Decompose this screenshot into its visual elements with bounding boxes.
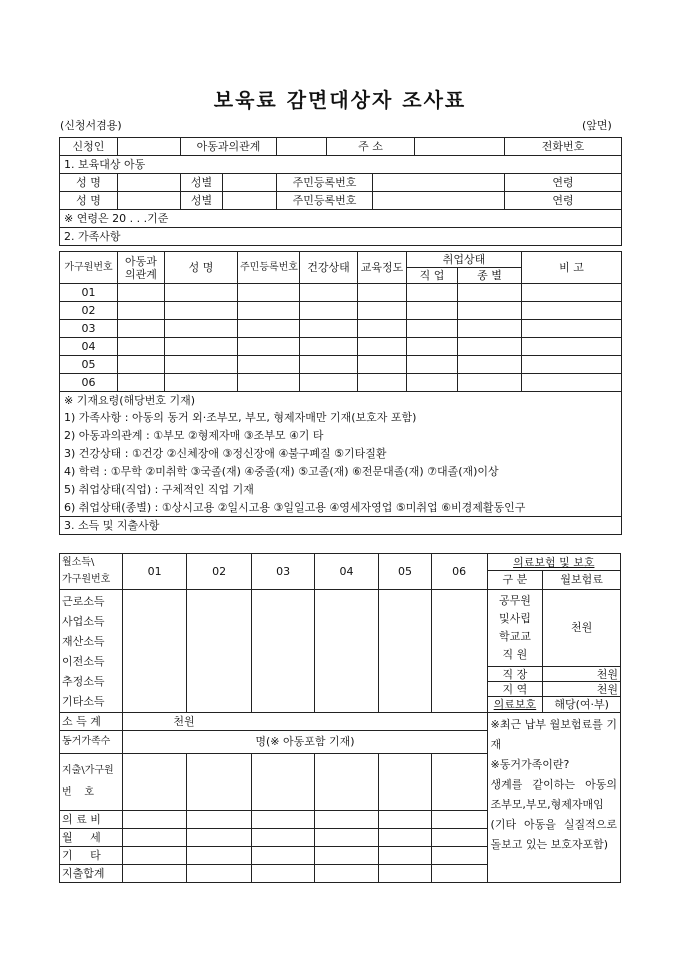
income-corner-bottom: 가구원번호 — [60, 571, 123, 590]
expense-cell[interactable] — [314, 846, 379, 864]
income-cell[interactable] — [314, 589, 379, 712]
health-cell[interactable] — [300, 374, 358, 392]
expense-cell[interactable] — [379, 828, 431, 846]
child-sex-field[interactable] — [223, 192, 277, 210]
note-item: 2) 아동과의관계 : ①부모 ②형제자매 ③조부모 ④기 타 — [60, 426, 622, 444]
name-cell[interactable] — [165, 356, 238, 374]
expense-cell[interactable] — [314, 828, 379, 846]
education-cell[interactable] — [358, 320, 407, 338]
health-header: 건강상태 — [300, 252, 358, 284]
public-employee-line: 공무원 — [498, 593, 531, 607]
expense-cell[interactable] — [186, 846, 252, 864]
page-side-label: (앞면) — [582, 119, 612, 132]
job-cell[interactable] — [407, 302, 458, 320]
family-row — [60, 356, 622, 374]
family-row — [60, 320, 622, 338]
health-cell[interactable] — [300, 320, 358, 338]
education-cell[interactable] — [358, 374, 407, 392]
expense-col[interactable] — [314, 753, 379, 810]
relation-field[interactable] — [277, 138, 327, 156]
expense-cell[interactable] — [252, 864, 314, 882]
income-col-header: 06 — [431, 554, 487, 590]
child-sex-label: 성별 — [181, 192, 223, 210]
education-cell[interactable] — [358, 284, 407, 302]
employment-type-cell[interactable] — [458, 302, 522, 320]
employment-type-cell[interactable] — [458, 356, 522, 374]
applicant-label: 신청인 — [60, 138, 118, 156]
remarks-cell[interactable] — [522, 320, 622, 338]
family-row — [60, 284, 622, 302]
side-notes — [487, 712, 620, 882]
child-sex-field[interactable] — [223, 174, 277, 192]
health-cell[interactable] — [300, 284, 358, 302]
family-row — [60, 302, 622, 320]
expense-cell[interactable] — [314, 810, 379, 828]
medical-aid-label: 의료보호 — [487, 697, 543, 712]
expense-label: 월 세 — [60, 828, 123, 846]
member-no: 01 — [60, 284, 118, 302]
name-cell[interactable] — [165, 374, 238, 392]
expense-cell[interactable] — [186, 810, 252, 828]
note-item: 6) 취업상태(종별) : ①상시고용 ②일시고용 ③일일고용 ④영세자영업 ⑤미취업 ⑥비경제활동인구 — [60, 498, 622, 517]
name-cell[interactable] — [165, 338, 238, 356]
expense-col[interactable] — [252, 753, 314, 810]
id-cell[interactable] — [238, 320, 300, 338]
expense-cell[interactable] — [379, 864, 431, 882]
workplace-premium[interactable]: 천원 — [543, 667, 621, 682]
expense-label: 의 료 비 — [60, 810, 123, 828]
education-header: 교육정도 — [358, 252, 407, 284]
expense-cell[interactable] — [431, 864, 487, 882]
employment-type-cell[interactable] — [458, 320, 522, 338]
income-total-field[interactable]: 천원 — [123, 712, 487, 730]
medical-aid-value[interactable]: 해당(여·부) — [543, 697, 621, 712]
income-col-header: 01 — [123, 554, 186, 590]
relation-cell[interactable] — [118, 320, 165, 338]
expense-cell[interactable] — [379, 846, 431, 864]
public-employee-label — [487, 589, 543, 667]
name-cell[interactable] — [165, 284, 238, 302]
income-cell[interactable] — [431, 589, 487, 712]
income-corner-top: 월소득\ — [60, 554, 123, 571]
form-usage-label: (신청서겸용) — [60, 119, 122, 132]
child-row — [60, 192, 622, 210]
income-label: 추정소득 — [62, 674, 105, 688]
family-table — [59, 251, 622, 535]
job-cell[interactable] — [407, 374, 458, 392]
income-cell[interactable] — [379, 589, 431, 712]
note-item: 4) 학력 : ①무학 ②미취학 ③국졸(재) ④중졸(재) ⑤고졸(재) ⑥전문대졸(재) ⑦대졸(재)이상 — [60, 462, 622, 480]
section3-title: 3. 소득 및 지출사항 — [60, 517, 622, 535]
name-cell[interactable] — [165, 302, 238, 320]
child-sex-label: 성별 — [181, 174, 223, 192]
page-title: 보육료 감면대상자 조사표 — [213, 88, 467, 112]
side-note: ※동거가족이란? — [490, 757, 570, 771]
health-cell[interactable] — [300, 356, 358, 374]
employment-header: 취업상태 — [407, 252, 522, 268]
relation-header: 아동과 의관계 — [118, 252, 165, 284]
income-cell[interactable] — [186, 589, 252, 712]
expense-col[interactable] — [186, 753, 252, 810]
remarks-cell[interactable] — [522, 284, 622, 302]
family-row — [60, 338, 622, 356]
expense-cell[interactable] — [123, 864, 186, 882]
expense-cell[interactable] — [431, 810, 487, 828]
member-no: 02 — [60, 302, 118, 320]
education-cell[interactable] — [358, 302, 407, 320]
member-no: 06 — [60, 374, 118, 392]
relation-cell[interactable] — [118, 374, 165, 392]
public-employee-line: 및사립 — [498, 611, 531, 625]
employment-type-cell[interactable] — [458, 338, 522, 356]
household-field[interactable]: 명(※ 아동포함 기재) — [123, 730, 487, 753]
job-cell[interactable] — [407, 320, 458, 338]
member-no-header: 가구원번호 — [60, 252, 118, 284]
remarks-cell[interactable] — [522, 356, 622, 374]
relation-cell[interactable] — [118, 302, 165, 320]
income-label: 기타소득 — [62, 694, 105, 708]
job-cell[interactable] — [407, 338, 458, 356]
expense-col[interactable] — [123, 753, 186, 810]
note-item: 3) 건강상태 : ①건강 ②신체장애 ③정신장애 ④불구폐질 ⑤기타질환 — [60, 444, 622, 462]
expense-total-label: 지출합계 — [60, 864, 123, 882]
id-cell[interactable] — [238, 374, 300, 392]
job-cell[interactable] — [407, 356, 458, 374]
family-row — [60, 374, 622, 392]
child-age-label: 연령 — [505, 192, 622, 210]
form-table-top — [59, 137, 622, 246]
income-table — [59, 553, 621, 883]
id-cell[interactable] — [238, 302, 300, 320]
side-note: ※최근 납부 월보험료를 기재 — [490, 717, 617, 751]
side-note: 생계를 같이하는 아동의 조부모,부모,형제자매임(기타 아동을 실질적으로 돌보고 있는 보호자포함) — [490, 777, 617, 851]
income-col-header: 04 — [314, 554, 379, 590]
income-label: 사업소득 — [62, 614, 105, 628]
id-header: 주민등록번호 — [238, 252, 300, 284]
section1-title: 1. 보육대상 아동 — [60, 156, 622, 174]
health-cell[interactable] — [300, 338, 358, 356]
public-employee-line: 직 원 — [502, 647, 528, 661]
income-cell[interactable] — [123, 589, 186, 712]
expense-col[interactable] — [379, 753, 431, 810]
insurance-type-header: 구 분 — [487, 571, 543, 590]
remarks-cell[interactable] — [522, 338, 622, 356]
applicant-row — [60, 138, 622, 156]
relation-cell[interactable] — [118, 284, 165, 302]
expense-cell[interactable] — [186, 828, 252, 846]
job-cell[interactable] — [407, 284, 458, 302]
section2-title: 2. 가족사항 — [60, 228, 622, 246]
expense-cell[interactable] — [431, 846, 487, 864]
public-employee-premium[interactable]: 천원 — [543, 589, 621, 667]
expense-cell[interactable] — [252, 846, 314, 864]
name-cell[interactable] — [165, 320, 238, 338]
expense-col[interactable] — [431, 753, 487, 810]
regional-premium[interactable]: 천원 — [543, 682, 621, 697]
child-id-label: 주민등록번호 — [277, 174, 373, 192]
income-label: 근로소득 — [62, 594, 105, 608]
public-employee-line: 학교교 — [498, 629, 531, 643]
child-name-field[interactable] — [118, 174, 181, 192]
expense-header-top: 지출\가구원 — [62, 764, 114, 776]
employment-type-header: 종 별 — [458, 268, 522, 284]
insurance-premium-header: 월보험료 — [543, 571, 621, 590]
employment-type-cell[interactable] — [458, 284, 522, 302]
id-cell[interactable] — [238, 356, 300, 374]
expense-cell[interactable] — [123, 828, 186, 846]
child-id-field[interactable] — [373, 174, 505, 192]
expense-cell[interactable] — [123, 810, 186, 828]
child-row — [60, 174, 622, 192]
child-name-label: 성 명 — [60, 192, 118, 210]
member-no: 05 — [60, 356, 118, 374]
applicant-field[interactable] — [118, 138, 181, 156]
income-col-header: 03 — [252, 554, 314, 590]
phone-label: 전화번호 — [505, 138, 622, 156]
expense-cell[interactable] — [186, 864, 252, 882]
child-id-label: 주민등록번호 — [277, 192, 373, 210]
relation-label: 아동과의관계 — [181, 138, 277, 156]
expense-cell[interactable] — [123, 846, 186, 864]
income-cell[interactable] — [252, 589, 314, 712]
child-name-field[interactable] — [118, 192, 181, 210]
child-id-field[interactable] — [373, 192, 505, 210]
workplace-label: 직 장 — [487, 667, 543, 682]
remarks-cell[interactable] — [522, 374, 622, 392]
insurance-title: 의료보험 및 보호 — [487, 554, 620, 571]
id-cell[interactable] — [238, 284, 300, 302]
id-cell[interactable] — [238, 338, 300, 356]
income-total-label: 소 득 계 — [60, 712, 123, 730]
household-label: 동거가족수 — [60, 730, 123, 753]
income-col-header: 02 — [186, 554, 252, 590]
job-header: 직 업 — [407, 268, 458, 284]
notes-title: ※ 기재요령(해당번호 기재) — [60, 392, 622, 409]
education-cell[interactable] — [358, 338, 407, 356]
expense-cell[interactable] — [252, 810, 314, 828]
expense-cell[interactable] — [252, 828, 314, 846]
income-label: 재산소득 — [62, 634, 105, 648]
expense-cell[interactable] — [379, 810, 431, 828]
member-no: 04 — [60, 338, 118, 356]
relation-cell[interactable] — [118, 338, 165, 356]
employment-type-cell[interactable] — [458, 374, 522, 392]
name-header: 성 명 — [165, 252, 238, 284]
age-reference-note: ※ 연령은 20 . . .기준 — [60, 210, 622, 228]
expense-header-bottom: 번 호 — [62, 786, 95, 798]
health-cell[interactable] — [300, 302, 358, 320]
child-name-label: 성 명 — [60, 174, 118, 192]
note-item: 1) 가족사항 : 아동의 동거 외·조부모, 부모, 형제자매만 기재(보호자 포함) — [60, 408, 622, 426]
relation-cell[interactable] — [118, 356, 165, 374]
regional-label: 지 역 — [487, 682, 543, 697]
expense-cell[interactable] — [431, 828, 487, 846]
address-label: 주 소 — [327, 138, 415, 156]
expense-header — [60, 753, 123, 810]
education-cell[interactable] — [358, 356, 407, 374]
income-labels — [60, 589, 123, 712]
income-col-header: 05 — [379, 554, 431, 590]
expense-cell[interactable] — [314, 864, 379, 882]
note-item: 5) 취업상태(직업) : 구체적인 직업 기재 — [60, 480, 622, 498]
remarks-header: 비 고 — [522, 252, 622, 284]
address-field[interactable] — [415, 138, 505, 156]
child-age-label: 연령 — [505, 174, 622, 192]
expense-label: 기 타 — [60, 846, 123, 864]
member-no: 03 — [60, 320, 118, 338]
remarks-cell[interactable] — [522, 302, 622, 320]
income-label: 이전소득 — [62, 654, 105, 668]
